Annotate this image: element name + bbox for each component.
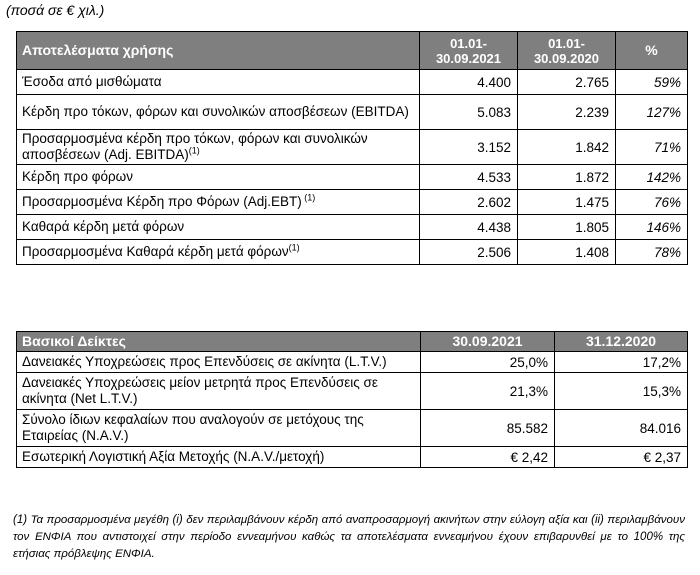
results-value-2020: 2.765: [518, 70, 616, 95]
results-value-2021: 2.506: [420, 240, 518, 265]
indicators-row: [17, 410, 688, 447]
results-value-2021: 2.602: [420, 190, 518, 215]
results-header-label: Αποτελέσματα χρήσης: [17, 32, 420, 70]
indicators-header-2020: 31.12.2020: [555, 332, 688, 352]
results-row-label: Κέρδη προ τόκων, φόρων και συνολικών αποσβέσεων (EBITDA): [17, 95, 420, 130]
results-row-label: Κέρδη προ φόρων: [17, 165, 420, 190]
results-change-pct: 78%: [616, 240, 688, 265]
indicators-table: [16, 331, 688, 468]
results-value-2020: 1.475: [518, 190, 616, 215]
indicators-row: [17, 373, 688, 410]
results-header-row: [17, 32, 688, 70]
results-value-2020: 1.408: [518, 240, 616, 265]
results-row: [17, 130, 688, 165]
results-value-2021: 4.400: [420, 70, 518, 95]
results-row: [17, 165, 688, 190]
footnote-ref: (1): [301, 192, 316, 203]
results-row: [17, 240, 688, 265]
indicators-header-row: [17, 332, 688, 352]
results-header-2021: 01.01- 30.09.2021: [420, 32, 518, 70]
footnote: (1) Τα προσαρμοσμένα μεγέθη (i) δεν περιλαμβάνουν κέρδη από αναπροσαρμογή ακινήτων στην εύλογη αξία και (ii) περιλαμβάνουν τον ΕΝΦΙΑ που αντιστοιχεί στην περίοδο εννεαμήνου καθώς τα αποτελέσματα εννεαμήνου έχουν επιβαρυνθεί με το 100% της ετήσιας πρόβλεψης ΕΝΦΙΑ.: [13, 514, 685, 560]
indicators-header-label: Βασικοί Δείκτες: [17, 332, 421, 352]
indicators-row-label: Δανειακές Υποχρεώσεις προς Επενδύσεις σε ακίνητα (L.T.V.): [17, 352, 421, 373]
results-header-pct: %: [616, 32, 688, 70]
indicators-value-2020: € 2,37: [555, 447, 688, 468]
results-change-pct: 71%: [616, 130, 688, 165]
results-row-label: Προσαρμοσμένα Καθαρά κέρδη μετά φόρων$^{(1)}$: [17, 240, 420, 265]
results-row-label: Έσοδα από μισθώματα: [17, 70, 420, 95]
results-row-label: Προσαρμοσμένα κέρδη προ τόκων, φόρων και συνολικών αποσβέσεων (Adj. EBITDA)$^{(1)}$: [17, 130, 420, 165]
results-row: [17, 190, 688, 215]
indicators-value-2021: 21,3%: [421, 373, 555, 410]
results-row-label: Προσαρμοσμένα Κέρδη προ Φόρων (Adj.EBT) $^{(1)}$: [17, 190, 420, 215]
indicators-value-2021: 25,0%: [421, 352, 555, 373]
footnote-ref: (1): [188, 145, 200, 156]
results-row: [17, 95, 688, 130]
results-value-2021: 4.533: [420, 165, 518, 190]
indicators-value-2021: 85.582: [421, 410, 555, 447]
indicators-value-2020: 84.016: [555, 410, 688, 447]
indicators-value-2020: 17,2%: [555, 352, 688, 373]
indicators-row-label: Εσωτερική Λογιστική Αξία Μετοχής (N.A.V./μετοχή): [17, 447, 421, 468]
indicators-row: [17, 352, 688, 373]
results-change-pct: 142%: [616, 165, 688, 190]
results-row: [17, 215, 688, 240]
results-value-2020: 1.872: [518, 165, 616, 190]
results-change-pct: 59%: [616, 70, 688, 95]
results-header-2020: 01.01- 30.09.2020: [518, 32, 616, 70]
results-value-2021: 4.438: [420, 215, 518, 240]
results-row-label: Καθαρά κέρδη μετά φόρων: [17, 215, 420, 240]
indicators-value-2021: € 2,42: [421, 447, 555, 468]
results-value-2021: 5.083: [420, 95, 518, 130]
indicators-row-label: Σύνολο ίδιων κεφαλαίων που αναλογούν σε μετόχους της Εταιρείας (N.A.V.): [17, 410, 421, 447]
results-table: [16, 31, 688, 265]
indicators-value-2020: 15,3%: [555, 373, 688, 410]
unit-note: (ποσά σε € χιλ.): [6, 2, 105, 18]
results-value-2020: 1.805: [518, 215, 616, 240]
indicators-row-label: Δανειακές Υποχρεώσεις μείον μετρητά προς Επενδύσεις σε ακίνητα (Net L.T.V.): [17, 373, 421, 410]
results-change-pct: 127%: [616, 95, 688, 130]
results-value-2021: 3.152: [420, 130, 518, 165]
results-value-2020: 1.842: [518, 130, 616, 165]
footnote-ref: (1): [288, 242, 300, 253]
results-change-pct: 76%: [616, 190, 688, 215]
indicators-header-2021: 30.09.2021: [421, 332, 555, 352]
results-value-2020: 2.239: [518, 95, 616, 130]
results-change-pct: 146%: [616, 215, 688, 240]
results-row: [17, 70, 688, 95]
indicators-row: [17, 447, 688, 468]
